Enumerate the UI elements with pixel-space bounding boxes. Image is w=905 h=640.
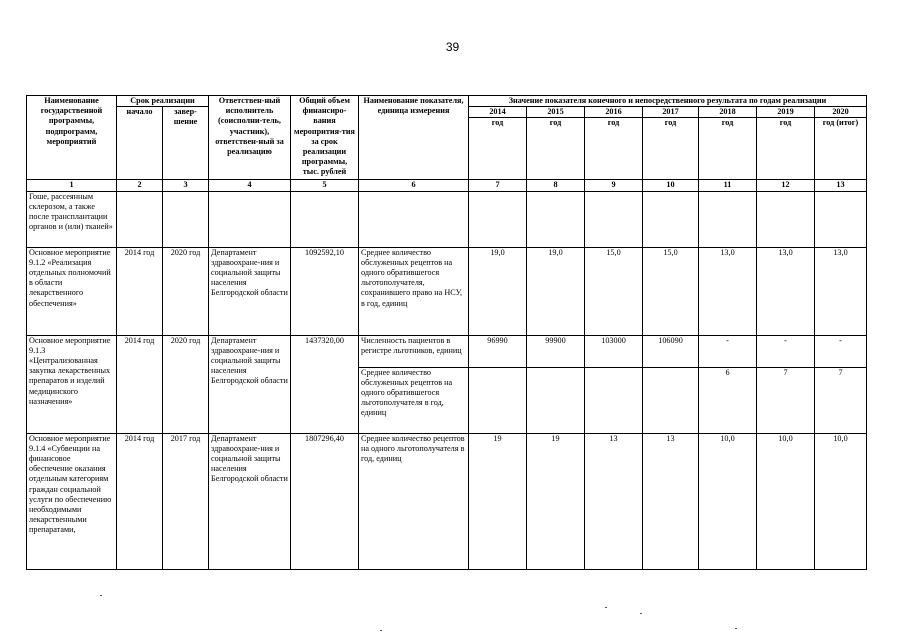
header-year-sub: год (757, 118, 815, 180)
start-year: 2014 год (117, 433, 163, 569)
value-2017: 15,0 (643, 247, 699, 335)
value-2020: - (815, 335, 867, 367)
value-2018: 10,0 (699, 433, 757, 569)
value-2020: 7 (815, 367, 867, 433)
value-2014 (469, 367, 527, 433)
header-year: 2015 (527, 107, 585, 118)
value-2019: 13,0 (757, 247, 815, 335)
scan-speck (640, 613, 642, 614)
scan-speck (605, 607, 607, 608)
header-indicator: Наименование показателя, единица измерения (359, 96, 469, 180)
continuation-text: Гоше, рассеянным склерозом, а также после трансплантации органов и (или) тканей» (27, 191, 117, 247)
header-year-sub: год (469, 118, 527, 180)
value-2020: 13,0 (815, 247, 867, 335)
col-number: 4 (209, 180, 291, 191)
col-number: 1 (27, 180, 117, 191)
header-year-sub: год (585, 118, 643, 180)
col-number: 11 (699, 180, 757, 191)
value-2019: 7 (757, 367, 815, 433)
page-number: 39 (445, 40, 460, 54)
header-name: Наименование государственной программы, подпрограмм, мероприятий (27, 96, 117, 180)
col-number: 5 (291, 180, 359, 191)
header-year: 2016 (585, 107, 643, 118)
col-number: 3 (163, 180, 209, 191)
responsible: Департамент здравоохране-ния и социальной защиты населения Белгородской области (209, 247, 291, 335)
col-number: 6 (359, 180, 469, 191)
header-year-sub: год (699, 118, 757, 180)
value-2015: 19,0 (527, 247, 585, 335)
header-year-sub: год (643, 118, 699, 180)
value-2015: 19 (527, 433, 585, 569)
scan-speck (735, 628, 737, 629)
end-year: 2020 год (163, 335, 209, 433)
header-year-sub: год (итог) (815, 118, 867, 180)
col-number: 12 (757, 180, 815, 191)
total-funding: 1092592,10 (291, 247, 359, 335)
total-funding: 1437320,00 (291, 335, 359, 433)
value-2017: 106090 (643, 335, 699, 367)
value-2018: - (699, 335, 757, 367)
value-2018: 13,0 (699, 247, 757, 335)
header-year: 2014 (469, 107, 527, 118)
value-2019: - (757, 335, 815, 367)
col-number: 8 (527, 180, 585, 191)
indicator: Среднее количество рецептов на одного льготополучателя в год, единиц (359, 433, 469, 569)
measure-name: Основное мероприятие 9.1.2 «Реализация отдельных полномочий в области лекарственного обеспечения» (27, 247, 117, 335)
value-2014: 19 (469, 433, 527, 569)
end-year: 2020 год (163, 247, 209, 335)
scan-speck (380, 630, 382, 631)
value-2014: 96990 (469, 335, 527, 367)
value-2015 (527, 367, 585, 433)
indicator: Численность пациентов в регистре льготников, единиц (359, 335, 469, 367)
value-2014: 19,0 (469, 247, 527, 335)
value-2016 (585, 367, 643, 433)
indicator: Среднее количество обслуженных рецептов на одного обратившегося льготополучателя в год, единиц (359, 367, 469, 433)
value-2019: 10,0 (757, 433, 815, 569)
header-responsible: Ответствен-ный исполнитель (соисполни-тель, участник), ответствен-ный за реализацию (209, 96, 291, 180)
responsible: Департамент здравоохране-ния и социальной защиты населения Белгородской области (209, 335, 291, 433)
header-year: 2020 (815, 107, 867, 118)
value-2015: 99900 (527, 335, 585, 367)
header-values: Значение показателя конечного и непосредственного результата по годам реализации (469, 96, 867, 107)
col-number: 10 (643, 180, 699, 191)
col-number: 2 (117, 180, 163, 191)
value-2020: 10,0 (815, 433, 867, 569)
value-2018: 6 (699, 367, 757, 433)
value-2016: 13 (585, 433, 643, 569)
value-2016: 103000 (585, 335, 643, 367)
program-table (26, 95, 867, 570)
indicator: Среднее количество обслуженных рецептов на одного обратившегося льготополучателя, сохранившего право на НСУ, в год, единиц (359, 247, 469, 335)
start-year: 2014 год (117, 335, 163, 433)
header-period: Срок реализации (117, 96, 209, 107)
responsible: Департамент здравоохране-ния и социальной защиты населения Белгородской области (209, 433, 291, 569)
header-year: 2019 (757, 107, 815, 118)
header-year-sub: год (527, 118, 585, 180)
header-end: завер-шение (163, 107, 209, 180)
start-year: 2014 год (117, 247, 163, 335)
value-2017 (643, 367, 699, 433)
header-year: 2017 (643, 107, 699, 118)
measure-name: Основное мероприятие 9.1.4 «Субвенции на финансовое обеспечение оказания отдельным категориям граждан социальной услуги по обеспечению необходимыми лекарственными препаратами, (27, 433, 117, 569)
measure-name: Основное мероприятие 9.1.3 «Централизованная закупка лекарственных препаратов и изделий медицинского назначения» (27, 335, 117, 433)
col-number: 9 (585, 180, 643, 191)
header-start: начало (117, 107, 163, 180)
value-2016: 15,0 (585, 247, 643, 335)
header-total: Общий объем финансиро-вания меропрития-тия за срок реализации программы, тыс. рублей (291, 96, 359, 180)
value-2017: 13 (643, 433, 699, 569)
col-number: 13 (815, 180, 867, 191)
header-year: 2018 (699, 107, 757, 118)
scan-speck (100, 595, 102, 596)
end-year: 2017 год (163, 433, 209, 569)
total-funding: 1807296,40 (291, 433, 359, 569)
col-number: 7 (469, 180, 527, 191)
